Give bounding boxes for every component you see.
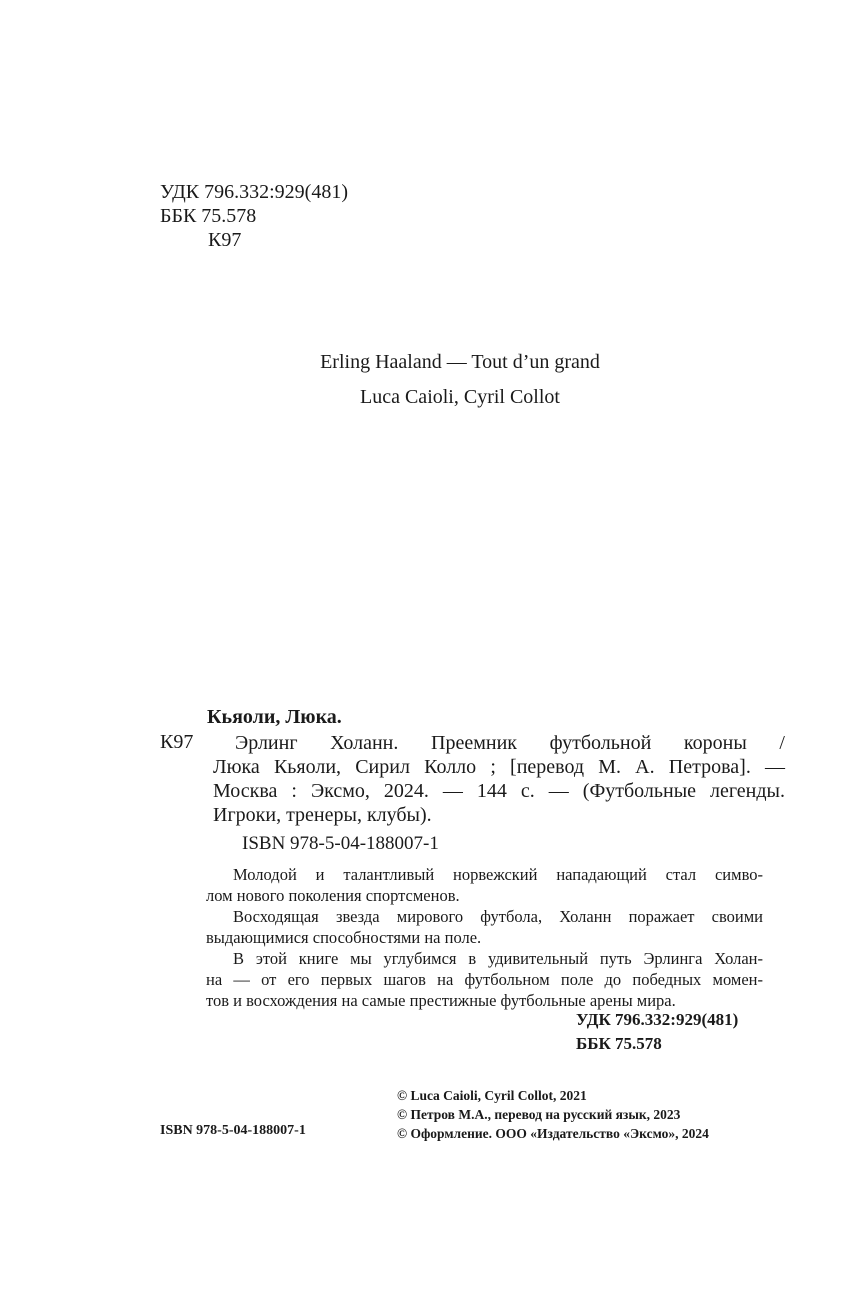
copyright-line: © Петров М.А., перевод на русский язык, 2023 (397, 1107, 681, 1122)
annotation-line: В этой книге мы углубимся в удивительный путь Эрлинга Холан- (233, 949, 763, 968)
description-line: Игроки, тренеры, клубы). (213, 804, 432, 826)
bbk-code: ББК 75.578 (160, 205, 257, 227)
udk-code-bottom: УДК 796.332:929(481) (576, 1010, 739, 1029)
catalog-author-mark: К97 (160, 731, 194, 753)
original-title: Erling Haaland — Tout d’un grand (320, 351, 600, 373)
annotation-line: Восходящая звезда мирового футбола, Холанн поражает своими (233, 907, 763, 926)
description-line: Эрлинг Холанн. Преемник футбольной короны / (235, 732, 785, 754)
annotation-line: лом нового поколения спортсменов. (206, 886, 460, 905)
author-mark: К97 (208, 229, 242, 251)
isbn-bottom: ISBN 978-5-04-188007-1 (160, 1123, 306, 1138)
annotation-line: на — от его первых шагов на футбольном поле до победных момен- (206, 970, 763, 989)
annotation (206, 864, 763, 1011)
annotation-line: выдающимися способностями на поле. (206, 928, 482, 947)
catalog-author-heading: Кьяоли, Люка. (207, 706, 342, 728)
catalog-description (213, 731, 785, 827)
udk-code: УДК 796.332:929(481) (160, 181, 348, 203)
bbk-code-bottom: ББК 75.578 (576, 1034, 662, 1053)
catalog-isbn: ISBN 978-5-04-188007-1 (242, 833, 439, 854)
annotation-line: тов и восхождения на самые престижные футбольные арены мира. (206, 991, 676, 1010)
original-authors: Luca Caioli, Cyril Collot (360, 386, 560, 408)
description-line: Люка Кьяоли, Сирил Колло ; [перевод М. А. Петрова]. — (213, 756, 785, 778)
copyright-line: © Оформление. ООО «Издательство «Эксмо», 2024 (397, 1126, 709, 1141)
description-line: Москва : Эксмо, 2024. — 144 с. — (Футбольные легенды. (213, 780, 785, 802)
copyright-line: © Luca Caioli, Cyril Collot, 2021 (397, 1088, 587, 1103)
annotation-line: Молодой и талантливый норвежский нападающий стал симво- (233, 865, 763, 884)
